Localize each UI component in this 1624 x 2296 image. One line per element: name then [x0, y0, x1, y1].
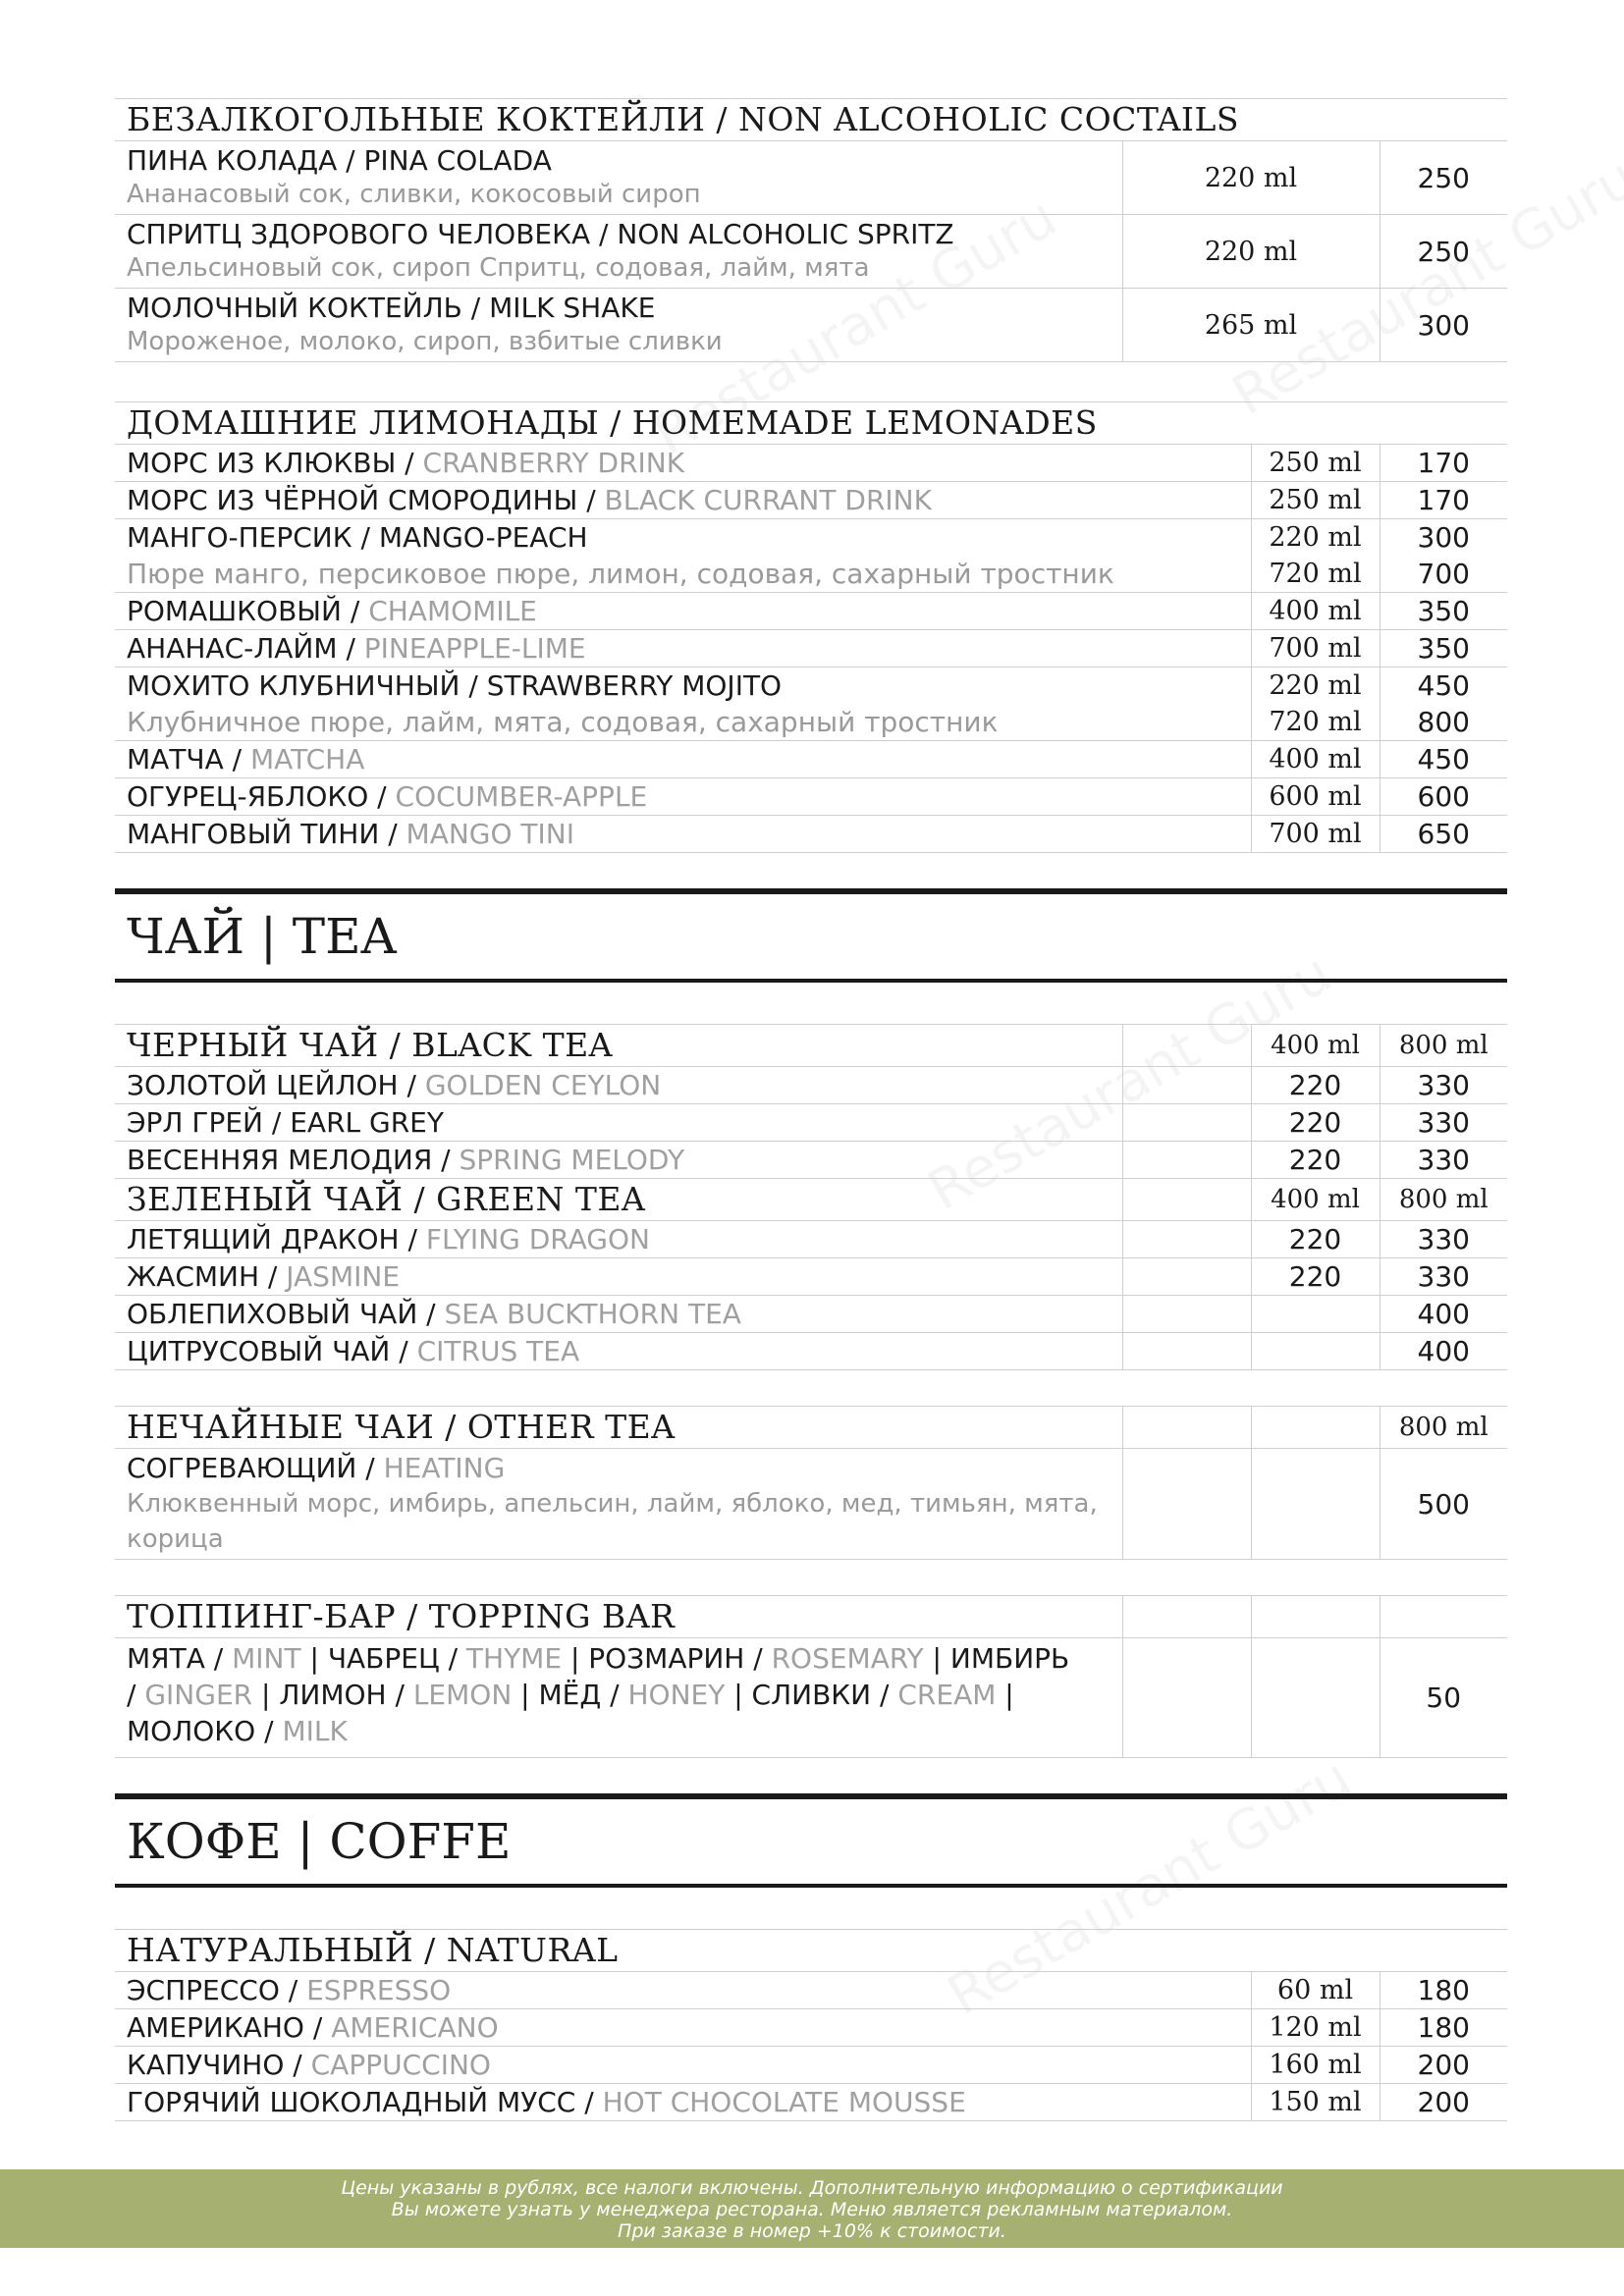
- item-name: МАНГО-ПЕРСИК / MANGO-PEACH: [127, 521, 588, 554]
- item-price: 500: [1380, 1449, 1507, 1560]
- menu-page: [115, 98, 1507, 2121]
- item-volume: 250 ml: [1251, 445, 1380, 482]
- item-price: 350: [1380, 630, 1507, 667]
- item-price: 200: [1380, 2084, 1507, 2121]
- item-price: 330: [1380, 1104, 1507, 1142]
- item-name: ГОРЯЧИЙ ШОКОЛАДНЫЙ МУСС /: [127, 2086, 603, 2118]
- item-price: 600: [1380, 778, 1507, 816]
- item-desc: Апельсиновый сок, сироп Спритц, содовая, лайм, мята: [127, 253, 870, 283]
- item-name-en: CITRUS TEA: [416, 1335, 580, 1367]
- item-name: ПИНА КОЛАДА / PINA COLADA: [127, 144, 552, 177]
- item-volume: 150 ml: [1251, 2084, 1380, 2121]
- item-name: ЦИТРУСОВЫЙ ЧАЙ /: [127, 1335, 417, 1367]
- item-volume: 720 ml: [1251, 704, 1380, 741]
- tea-table: [115, 1024, 1507, 1370]
- item-volume: 700 ml: [1251, 816, 1380, 853]
- menu-item: [115, 1142, 1507, 1179]
- menu-item: [115, 667, 1507, 705]
- item-volume: 220 ml: [1251, 519, 1380, 557]
- coffee-table: [115, 1929, 1507, 2121]
- footer-line: При заказе в номер +10% к стоимости.: [618, 2220, 1006, 2242]
- item-price: 450: [1380, 741, 1507, 778]
- item-name-en: MANGO TINI: [406, 818, 574, 850]
- item-price: 300: [1380, 519, 1507, 557]
- item-price: 220: [1251, 1142, 1380, 1179]
- item-name-en: SPRING MELODY: [459, 1144, 685, 1176]
- item-name-en: FLYING DRAGON: [425, 1223, 650, 1255]
- item-name: РОМАШКОВЫЙ /: [127, 595, 369, 627]
- item-name: КАПУЧИНО /: [127, 2049, 311, 2081]
- section-heading: ТОППИНГ-БАР / TOPPING BAR: [115, 1596, 1122, 1638]
- menu-item: [115, 2009, 1507, 2047]
- item-price: 650: [1380, 816, 1507, 853]
- section-heading: ЧЕРНЫЙ ЧАЙ / BLACK TEA: [115, 1025, 1122, 1067]
- item-name: ОБЛЕПИХОВЫЙ ЧАЙ /: [127, 1298, 445, 1330]
- item-price: 400: [1380, 1296, 1507, 1333]
- item-name-en: AMERICANO: [331, 2011, 499, 2044]
- item-name-en: MATCHA: [250, 743, 365, 775]
- item-name: ВЕСЕННЯЯ МЕЛОДИЯ /: [127, 1144, 460, 1176]
- volume-header: 400 ml: [1251, 1179, 1380, 1221]
- item-price: 400: [1380, 1333, 1507, 1370]
- item-volume: 700 ml: [1251, 630, 1380, 667]
- menu-item: [115, 1104, 1507, 1142]
- item-name-en: COCUMBER-APPLE: [395, 780, 648, 813]
- item-name: СОГРЕВАЮЩИЙ /: [127, 1452, 384, 1484]
- footer-note: [0, 2169, 1624, 2248]
- section-heading: ДОМАШНИЕ ЛИМОНАДЫ / HOMEMADE LEMONADES: [115, 402, 1507, 445]
- item-name: ЗОЛОТОЙ ЦЕЙЛОН /: [127, 1069, 425, 1101]
- menu-item: [115, 1067, 1507, 1104]
- item-name: ЭСПРЕССО /: [127, 1974, 307, 2006]
- item-desc: Клубничное пюре, лайм, мята, содовая, сахарный тростник: [115, 704, 1122, 741]
- item-name-en: GOLDEN CEYLON: [424, 1069, 662, 1101]
- item-name-en: BLACK CURRANT DRINK: [604, 484, 932, 516]
- menu-item-variant: [115, 704, 1507, 741]
- item-price: 250: [1380, 141, 1507, 215]
- item-price: 700: [1380, 556, 1507, 593]
- item-name: МОХИТО КЛУБНИЧНЫЙ / STRAWBERRY MOJITO: [127, 669, 783, 702]
- item-name: АНАНАС-ЛАЙМ /: [127, 632, 364, 665]
- section-title: КОФЕ | COFFE: [127, 1813, 512, 1870]
- menu-item: [115, 2047, 1507, 2084]
- item-name-en: CAPPUCCINO: [310, 2049, 491, 2081]
- item-volume: 250 ml: [1251, 482, 1380, 519]
- item-name: ЛЕТЯЩИЙ ДРАКОН /: [127, 1223, 426, 1255]
- item-price: 250: [1380, 215, 1507, 289]
- item-price: 450: [1380, 667, 1507, 705]
- item-volume: 400 ml: [1251, 741, 1380, 778]
- item-volume: 720 ml: [1251, 556, 1380, 593]
- item-desc: Ананасовый сок, сливки, кокосовый сироп: [127, 180, 701, 209]
- item-name: МАНГОВЫЙ ТИНИ /: [127, 818, 406, 850]
- item-desc: Пюре манго, персиковое пюре, лимон, содовая, сахарный тростник: [115, 556, 1122, 593]
- menu-item: [115, 289, 1507, 362]
- item-price: 220: [1251, 1104, 1380, 1142]
- menu-item: [115, 141, 1507, 215]
- item-price: 220: [1251, 1258, 1380, 1296]
- item-price: 180: [1380, 2009, 1507, 2047]
- menu-item: [115, 593, 1507, 630]
- menu-item: [115, 1296, 1507, 1333]
- volume-header: 800 ml: [1380, 1407, 1507, 1449]
- footer-line: Вы можете узнать у менеджера ресторана. Меню является рекламным материалом.: [391, 2199, 1233, 2220]
- item-price: 200: [1380, 2047, 1507, 2084]
- item-price: 50: [1380, 1638, 1507, 1758]
- topping-list: МЯТА / MINT | ЧАБРЕЦ / THYME | РОЗМАРИН / ROSEMARY | ИМБИРЬ / GINGER | ЛИМОН / LEMON | МЁД / HONEY | СЛИВКИ / CREAM | МОЛОКО / MILK: [115, 1638, 1122, 1758]
- menu-item: [115, 630, 1507, 667]
- item-name-en: SEA BUCKTHORN TEA: [444, 1298, 741, 1330]
- menu-item: [115, 2084, 1507, 2121]
- item-name-en: ESPRESSO: [306, 1974, 452, 2006]
- menu-item: [115, 445, 1507, 482]
- item-price: 800: [1380, 704, 1507, 741]
- menu-item: [115, 1449, 1507, 1560]
- item-name-en: PINEAPPLE-LIME: [363, 632, 586, 665]
- menu-item: [115, 1638, 1507, 1758]
- section-heading: НАТУРАЛЬНЫЙ / NATURAL: [115, 1930, 1507, 1972]
- item-volume: 400 ml: [1251, 593, 1380, 630]
- item-name: МОРС ИЗ ЧЁРНОЙ СМОРОДИНЫ /: [127, 484, 605, 516]
- item-price: 170: [1380, 445, 1507, 482]
- item-price: 300: [1380, 289, 1507, 362]
- section-title: ЧАЙ | TEA: [127, 908, 397, 965]
- menu-item: [115, 778, 1507, 816]
- item-price: 170: [1380, 482, 1507, 519]
- item-volume: 220 ml: [1122, 141, 1380, 215]
- topping-table: [115, 1595, 1507, 1758]
- item-price: 180: [1380, 1972, 1507, 2009]
- menu-item: [115, 1221, 1507, 1258]
- section-heading: БЕЗАЛКОГОЛЬНЫЕ КОКТЕЙЛИ / NON ALCOHOLIC COCTAILS: [115, 99, 1507, 141]
- item-price: 330: [1380, 1258, 1507, 1296]
- menu-item-variant: [115, 556, 1507, 593]
- item-price: 330: [1380, 1142, 1507, 1179]
- item-price: 350: [1380, 593, 1507, 630]
- menu-item: [115, 1258, 1507, 1296]
- menu-item: [115, 1972, 1507, 2009]
- item-price: 330: [1380, 1067, 1507, 1104]
- item-name: ЖАСМИН /: [127, 1260, 287, 1293]
- item-name-en: HEATING: [383, 1452, 506, 1484]
- menu-item: [115, 482, 1507, 519]
- item-name: МОРС ИЗ КЛЮКВЫ /: [127, 447, 423, 479]
- item-name: АМЕРИКАНО /: [127, 2011, 332, 2044]
- lemonades-table: [115, 401, 1507, 853]
- item-name-en: CHAMOMILE: [368, 595, 537, 627]
- other-tea-table: [115, 1406, 1507, 1560]
- menu-item: [115, 816, 1507, 853]
- item-price: 220: [1251, 1221, 1380, 1258]
- item-name-en: JASMINE: [286, 1260, 401, 1293]
- item-volume: 120 ml: [1251, 2009, 1380, 2047]
- item-volume: 220 ml: [1122, 215, 1380, 289]
- item-volume: 600 ml: [1251, 778, 1380, 816]
- item-price: 220: [1251, 1067, 1380, 1104]
- item-name: ОГУРЕЦ-ЯБЛОКО /: [127, 780, 396, 813]
- item-desc: Клюквенный морс, имбирь, апельсин, лайм, яблоко, мед, тимьян, мята, корица: [127, 1489, 1098, 1554]
- volume-header: 800 ml: [1380, 1179, 1507, 1221]
- menu-item: [115, 1333, 1507, 1370]
- tea-section-title: [115, 888, 1507, 983]
- item-name: ЭРЛ ГРЕЙ / EARL GREY: [115, 1104, 1122, 1142]
- section-heading: НЕЧАЙНЫЕ ЧАИ / OTHER TEA: [115, 1407, 1122, 1449]
- item-name-en: CRANBERRY DRINK: [422, 447, 685, 479]
- menu-item: [115, 215, 1507, 289]
- item-volume: 220 ml: [1251, 667, 1380, 705]
- item-name-en: HOT CHOCOLATE MOUSSE: [602, 2086, 966, 2118]
- item-name: СПРИТЦ ЗДОРОВОГО ЧЕЛОВЕКА / NON ALCOHOLIC SPRITZ: [127, 218, 954, 250]
- item-volume: 60 ml: [1251, 1972, 1380, 2009]
- non-alcoholic-table: [115, 98, 1507, 362]
- item-volume: 160 ml: [1251, 2047, 1380, 2084]
- item-desc: Мороженое, молоко, сироп, взбитые сливки: [127, 327, 723, 356]
- item-name: МОЛОЧНЫЙ КОКТЕЙЛЬ / MILK SHAKE: [127, 292, 656, 324]
- item-name: МАТЧА /: [127, 743, 250, 775]
- item-price: 330: [1380, 1221, 1507, 1258]
- section-heading: ЗЕЛЕНЫЙ ЧАЙ / GREEN TEA: [115, 1179, 1122, 1221]
- footer-line: Цены указаны в рублях, все налоги включены. Дополнительную информацию о сертификации: [341, 2177, 1283, 2199]
- volume-header: 800 ml: [1380, 1025, 1507, 1067]
- coffee-section-title: [115, 1793, 1507, 1888]
- item-volume: 265 ml: [1122, 289, 1380, 362]
- menu-item: [115, 519, 1507, 557]
- volume-header: 400 ml: [1251, 1025, 1380, 1067]
- menu-item: [115, 741, 1507, 778]
